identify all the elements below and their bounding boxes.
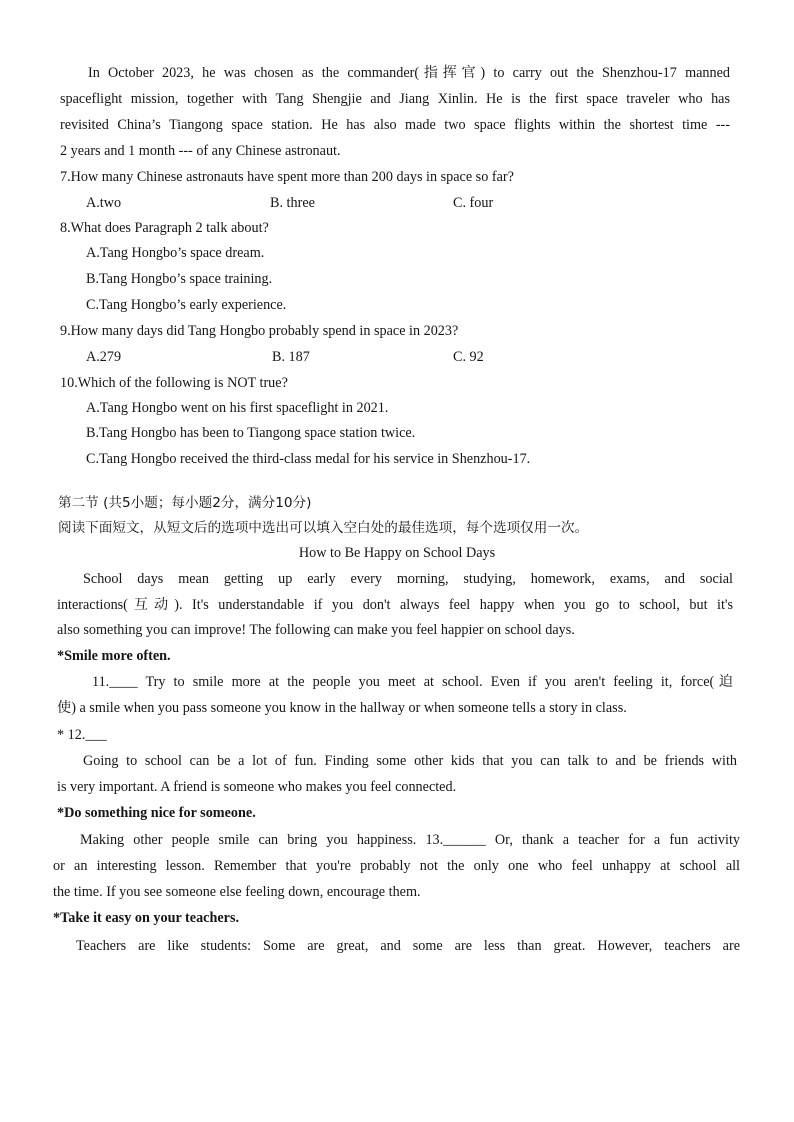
question-8-stem: 8.What does Paragraph 2 talk about? (60, 220, 269, 236)
nice-line-3: the time. If you see someone else feeling down, encourage them. (53, 884, 421, 900)
passage-line-1: In October 2023, he was chosen as the commander(指挥官) to carry out the Shenzhou-17 manned (88, 65, 730, 81)
question-9-option-c: C. 92 (453, 349, 484, 365)
smile-line-1: 11.____ Try to smile more at the people you meet at school. Even if you aren't feeling it, force(迫 (92, 674, 733, 690)
section-heading: 第二节 (共5小题；每小题2分，满分10分) (58, 495, 312, 511)
intro-line-3: also something you can improve! The following can make you feel happier on school days. (57, 622, 575, 638)
passage-line-2: spaceflight mission, together with Tang Shengjie and Jiang Xinlin. He is the first space traveler who has (60, 91, 730, 107)
nice-line-1: Making other people smile can bring you happiness. 13.______ Or, thank a teacher for a fun activity (80, 832, 740, 848)
question-8-option-a: A.Tang Hongbo’s space dream. (86, 245, 265, 261)
question-10-option-c: C.Tang Hongbo received the third-class medal for his service in Shenzhou-17. (86, 451, 531, 467)
intro-line-2: interactions(互动). It's understandable if you don't always feel happy when you go to school, but it's (57, 597, 733, 613)
teachers-line-1: Teachers are like students: Some are great, and some are less than great. However, teachers are (76, 938, 740, 954)
passage-title: How to Be Happy on School Days (298, 545, 496, 561)
question-7-stem: 7.How many Chinese astronauts have spent more than 200 days in space so far? (60, 169, 514, 185)
question-9-stem: 9.How many days did Tang Hongbo probably spend in space in 2023? (60, 323, 459, 339)
question-10-stem: 10.Which of the following is NOT true? (60, 375, 288, 391)
question-10-option-a: A.Tang Hongbo went on his first spaceflight in 2021. (86, 400, 389, 416)
question-10-option-b: B.Tang Hongbo has been to Tiangong space station twice. (86, 425, 416, 441)
question-7-option-c: C. four (453, 195, 494, 211)
subheading-teachers: *Take it easy on your teachers. (53, 910, 240, 926)
question-8-option-c: C.Tang Hongbo’s early experience. (86, 297, 287, 313)
intro-line-1: School days mean getting up early every morning, studying, homework, exams, and social (83, 571, 733, 587)
subheading-blank-12: * 12.___ (57, 727, 107, 743)
friends-line-2: is very important. A friend is someone who makes you feel connected. (57, 779, 457, 795)
friends-line-1: Going to school can be a lot of fun. Finding some other kids that you can talk to and be friends with (83, 753, 737, 769)
question-7-option-a: A.two (86, 195, 122, 211)
subheading-nice: *Do something nice for someone. (57, 805, 256, 821)
section-instruction: 阅读下面短文，从短文后的选项中选出可以填入空白处的最佳选项，每个选项仅用一次。 (58, 520, 589, 536)
passage-line-3: revisited China’s Tiangong space station. He has also made two space flights within the shortest time --- (60, 117, 730, 133)
question-8-option-b: B.Tang Hongbo’s space training. (86, 271, 273, 287)
nice-line-2: or an interesting lesson. Remember that you're probably not the only one who feel unhappy at school all (53, 858, 740, 874)
question-7-option-b: B. three (270, 195, 315, 211)
question-9-option-a: A.279 (86, 349, 122, 365)
question-9-option-b: B. 187 (272, 349, 310, 365)
passage-line-4: 2 years and 1 month --- of any Chinese astronaut. (60, 143, 341, 159)
subheading-smile: *Smile more often. (57, 648, 171, 664)
smile-line-2: 使) a smile when you pass someone you know in the hallway or when someone tells a story in class. (57, 700, 627, 716)
